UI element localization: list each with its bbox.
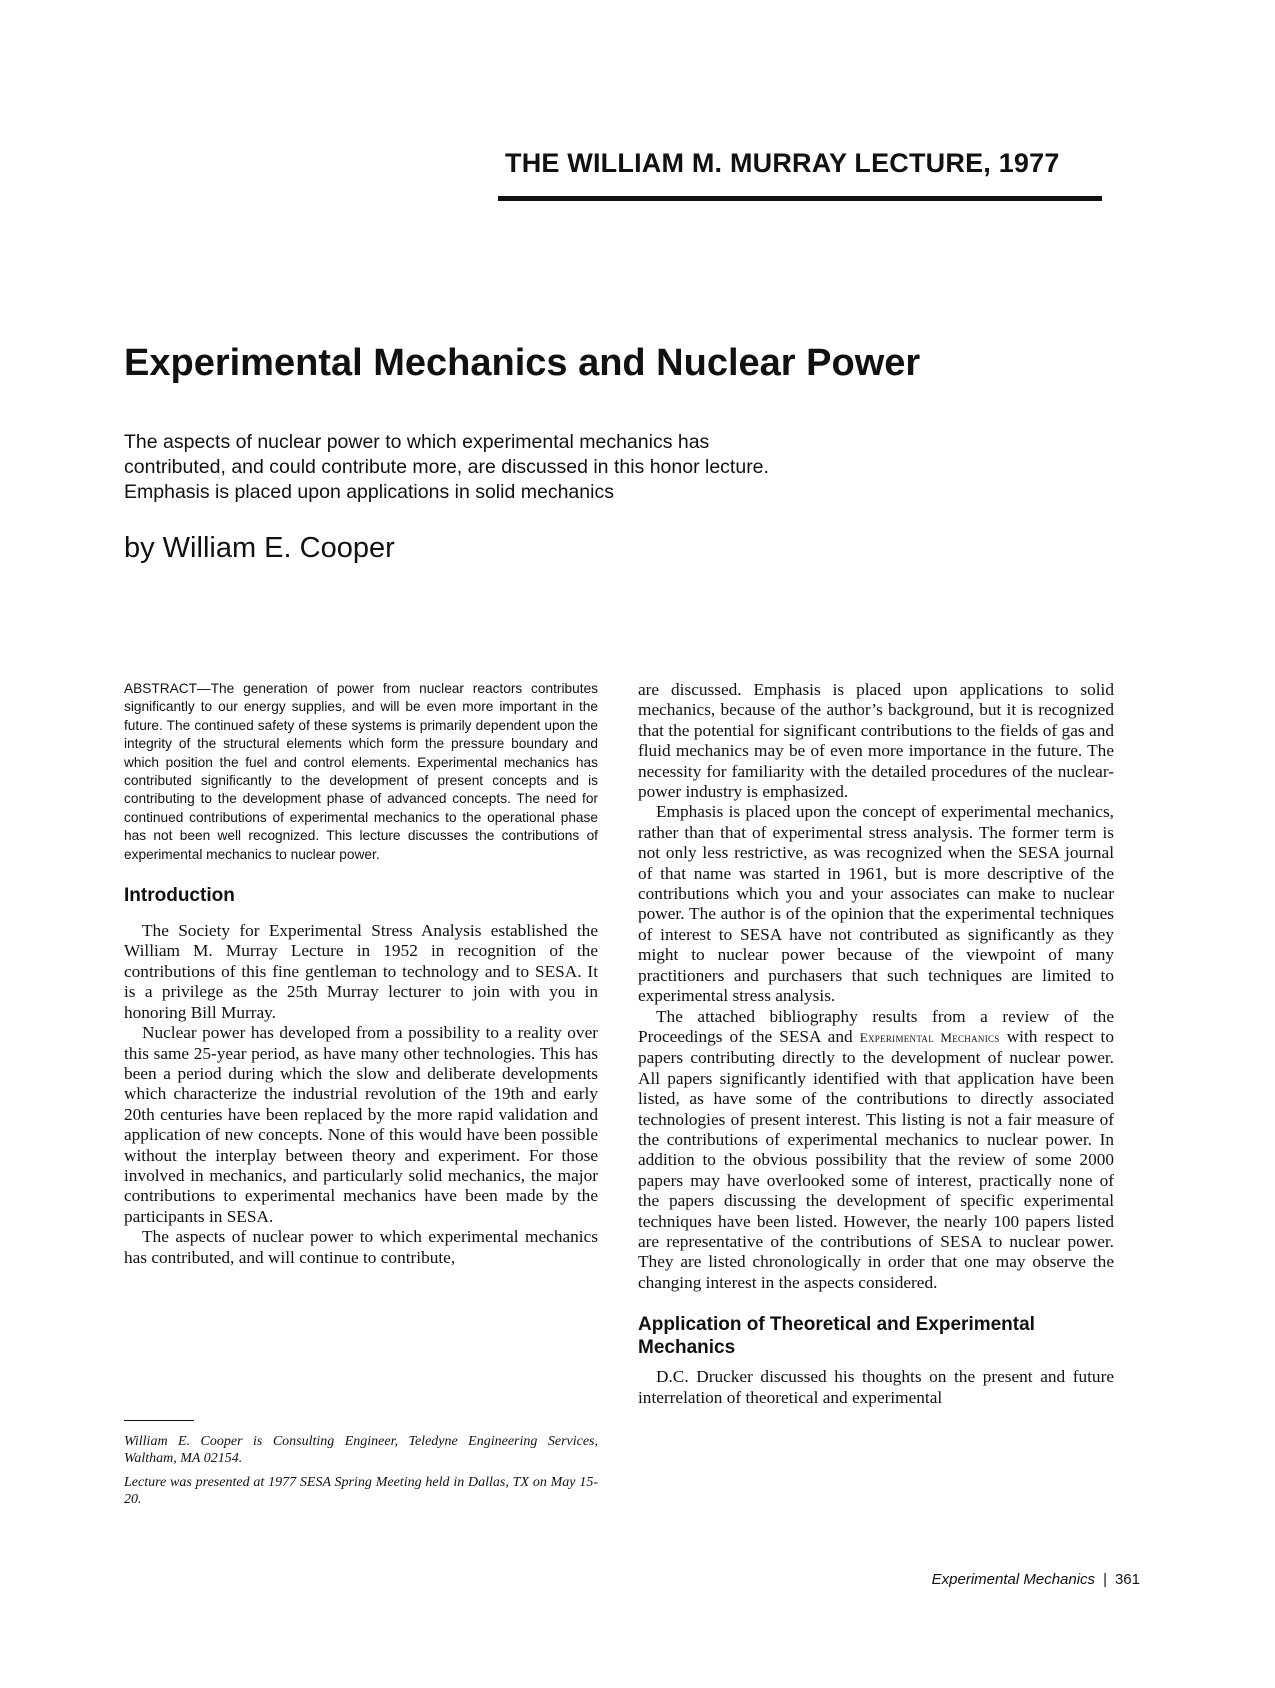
body-paragraph: Emphasis is placed upon the concept of experimental mechanics, rather than that of experimental stress analysis. The former term is not only less restrictive, as was recognized when the SESA journal of that name was started in 1961, but is more descriptive of the contributions which you and your associates can make to nuclear power. The author is of the opinion that the experimental techniques of interest to SESA have not contributed as significantly as they might to nuclear power because of the viewpoint of many practitioners and purchasers that such techniques are limited to experimental stress analysis. [638, 802, 1114, 1006]
body-paragraph: The aspects of nuclear power to which experimental mechanics has contributed, and will continue to contribute, [124, 1227, 598, 1267]
byline: by William E. Cooper [124, 532, 395, 564]
footer-journal: Experimental Mechanics [931, 1571, 1096, 1588]
abstract: ABSTRACT—The generation of power from nuclear reactors contributes significantly to our energy supplies, and will be even more important in the future. The continued safety of these systems is primarily dependent upon the integrity of the structural elements which form the pressure boundary and which position the fuel and control elements. Experimental mechanics has contributed significantly to the development of present concepts and is contributing to the development phase of advanced concepts. The need for continued contributions of experimental mechanics to the operational phase has not been well recognized. This lecture discusses the contributions of experimental mechanics to nuclear power. [124, 681, 598, 862]
lecture-header: THE WILLIAM M. MURRAY LECTURE, 1977 [505, 148, 1060, 178]
paragraph-text: The attached bibliography results from a review of the Proceedings of the SESA and [638, 1006, 1114, 1046]
body-paragraph: The Society for Experimental Stress Analysis established the William M. Murray Lecture in 1952 in recognition of the contributions of this fine gentleman to technology and to SESA. It is a privilege as the 25th Murray lecturer to join with you in honoring Bill Murray. [124, 921, 598, 1022]
paragraph-text: with respect to papers contributing directly to the development of nuclear power. All papers significantly identified with that application have been listed, as have some of the contributions to directly associated technologies of present interest. This listing is not a fair measure of the contributions of experimental mechanics to nuclear power. In addition to the obvious possibility that the review of some 2000 papers may have overlooked some of interest, practically none of the papers discussing the development of specific experimental techniques have been listed. However, the nearly 100 papers listed are representative of the contributions of SESA to nuclear power. They are listed chronologically in order that one may observe the changing interest in the aspects considered. [638, 1026, 1114, 1292]
introduction-body [124, 921, 598, 1268]
footnote-meeting: Lecture was presented at 1977 SESA Spring Meeting held in Dallas, TX on May 15-20. [124, 1475, 598, 1507]
body-paragraph [638, 1007, 1114, 1294]
right-column [638, 680, 1114, 1408]
application-body [638, 1367, 1114, 1408]
application-section [638, 1313, 1114, 1408]
application-heading: Application of Theoretical and Experimental Mechanics [638, 1314, 1035, 1359]
article-title: Experimental Mechanics and Nuclear Power [124, 342, 921, 384]
footnote-author: William E. Cooper is Consulting Engineer, Teledyne Engineering Services, Waltham, MA 02154. [124, 1434, 598, 1466]
journal-name: Experimental Mechanics [859, 1029, 1000, 1045]
article-deck [124, 430, 884, 505]
page-footer [932, 1571, 1140, 1588]
header-rule [498, 196, 1102, 201]
right-column-body [638, 680, 1114, 1293]
body-paragraph: D.C. Drucker discussed his thoughts on the present and future interrelation of theoretical and experimental [638, 1367, 1114, 1407]
body-paragraph: are discussed. Emphasis is placed upon applications to solid mechanics, because of the author’s background, but it is recognized that the potential for significant contributions to the fields of gas and fluid mechanics may be of even more importance in the future. The necessity for familiarity with the detailed procedures of the nuclear-power industry is emphasized. [638, 680, 1114, 802]
footer-separator: | [1103, 1571, 1107, 1588]
deck-line: Emphasis is placed upon applications in solid mechanics [124, 481, 614, 503]
deck-line: contributed, and could contribute more, are discussed in this honor lecture. [124, 456, 769, 478]
footnotes [124, 1420, 598, 1515]
left-column [124, 680, 598, 1268]
deck-line: The aspects of nuclear power to which experimental mechanics has [124, 431, 710, 453]
page-number: 361 [1114, 1571, 1140, 1588]
footnote-rule [124, 1420, 194, 1421]
introduction-heading: Introduction [124, 885, 235, 907]
body-paragraph: Nuclear power has developed from a possibility to a reality over this same 25-year period, as have many other technologies. This has been a period during which the slow and deliberate developments which characterize the industrial revolution of the 19th and early 20th centuries have been replaced by the more rapid validation and application of new concepts. None of this would have been possible without the interplay between theory and experiment. For those involved in mechanics, and particularly solid mechanics, the major contributions to experimental mechanics have been made by the participants in SESA. [124, 1023, 598, 1226]
